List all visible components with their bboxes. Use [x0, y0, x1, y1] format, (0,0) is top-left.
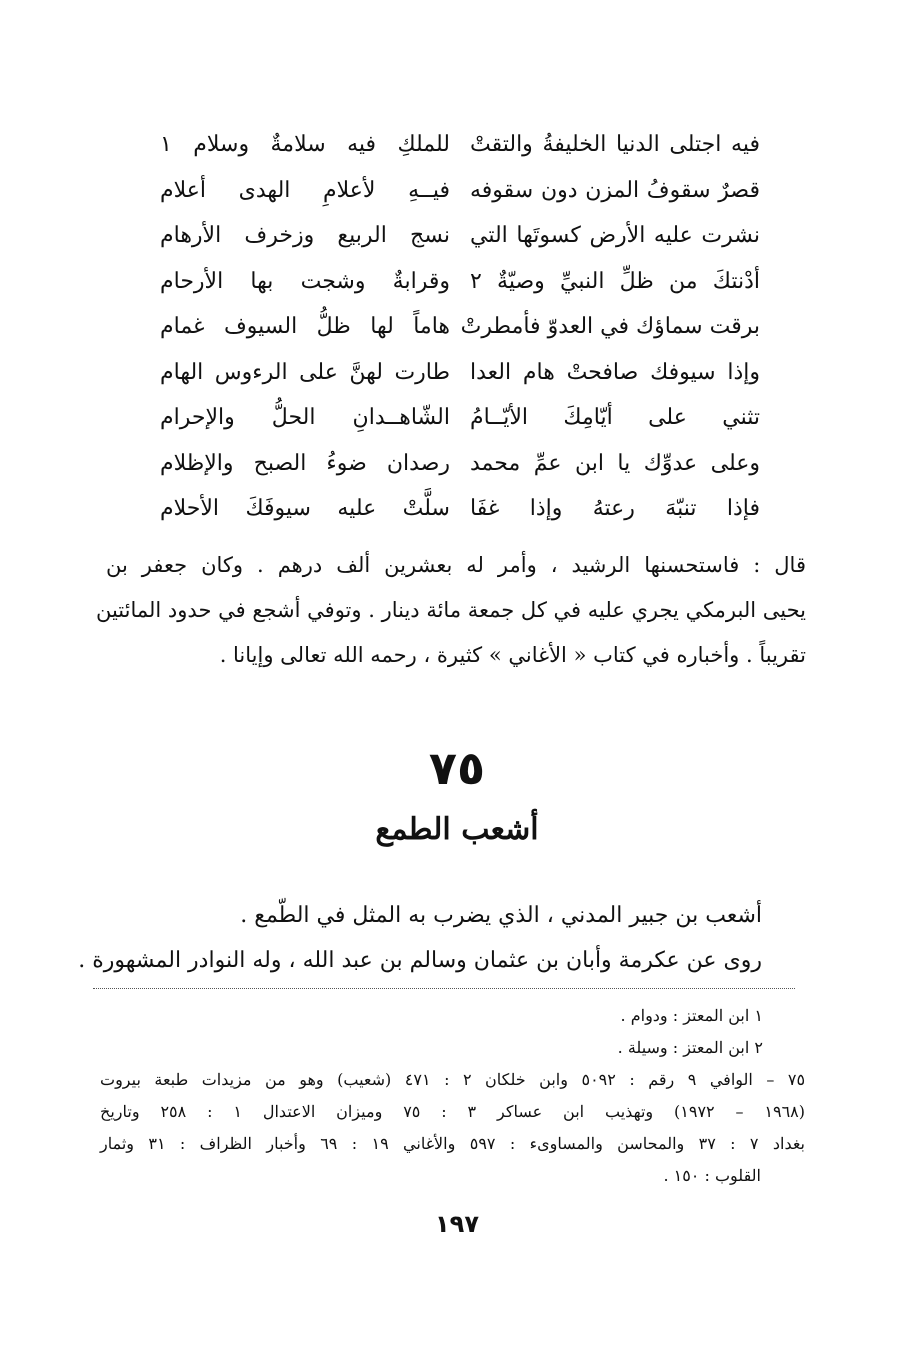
verse-2 [160, 172, 760, 218]
first-hemistich: تثني على أيّامِكَ الأيّــامُ [470, 405, 760, 430]
footnote-divider [93, 988, 795, 989]
second-hemistich: نسج الربيع وزخرف الأرهام [160, 223, 450, 248]
prose-line: قال : فاستحسنها الرشيد ، وأمر له بعشرين ألف درهم . وكان جعفر بن [106, 553, 806, 577]
second-hemistich: سلَّتْ عليه سيوفَكَ الأحلام [160, 496, 450, 521]
second-hemistich: طارت لهنَّ على الرءوس الهام [160, 359, 450, 385]
verse-9 [160, 490, 760, 536]
second-hemistich: فيــهِ لأعلامِ الهدى أعلام [160, 177, 450, 203]
first-hemistich: فإذا تنبّهَ رعتهُ وإذا غفَا [470, 496, 760, 521]
prose-line: يحيى البرمكي يجري عليه في كل جمعة مائة دينار . وتوفي أشجع في حدود المائتين [95, 598, 806, 622]
source-note-line: (١٩٦٨ – ١٩٧٢) وتهذيب ابن عساكر ٣ : ٧٥ وميزان الاعتدال ١ : ٢٥٨ وتاريخ [100, 1102, 806, 1121]
source-note-line: القلوب : ١٥٠ . [663, 1166, 761, 1185]
second-hemistich: للملكِ فيه سلامةٌ وسلام ١ [160, 132, 450, 157]
first-hemistich: وعلى عدوِّك يا ابن عمِّ محمد [470, 450, 760, 476]
second-hemistich: الشّاهــدانِ الحلُّ والإحرام [160, 405, 450, 430]
verse-4 [160, 263, 760, 309]
first-hemistich: برقت سماؤك في العدوّ فأمطرتْ [460, 314, 760, 339]
source-note-line: بغداد ٧ : ٣٧ والمحاسن والمساوىء : ٥٩٧ والأغاني ١٩ : ٦٩ وأخبار الظراف : ٣١ وثمار [100, 1134, 806, 1153]
prose-line: تقريباً . وأخباره في كتاب « الأغاني » كثيرة ، رحمه الله تعالى وإيانا . [219, 643, 806, 667]
first-hemistich: نشرت عليه الأرض كسوتَها التي [470, 223, 760, 248]
entry-title: أشعب الطمع [375, 812, 539, 847]
body-line: أشعب بن جبير المدني ، الذي يضرب به المثل في الطّمع . [240, 903, 762, 928]
prose-paragraph [95, 543, 806, 678]
body-line: روى عن عكرمة وأبان بن عثمان وسالم بن عبد الله ، وله النوادر المشهورة . [78, 948, 762, 973]
verse-3 [160, 217, 760, 263]
entry-number: ٧٥ [428, 741, 486, 795]
second-hemistich: رصدان ضوءُ الصبح والإظلام [160, 450, 450, 476]
poem [160, 126, 760, 536]
source-note-line: ٧٥ – الوافي ٩ رقم : ٥٠٩٢ وابن خلكان ٢ : ٤٧١ (شعيب) وهو من مزيدات طبعة بيروت [100, 1070, 806, 1089]
first-hemistich: قصرٌ سقوفُ المزن دون سقوفه [470, 177, 760, 203]
verse-5 [160, 308, 760, 354]
first-hemistich: فيه اجتلى الدنيا الخليفةُ والتقتْ [470, 132, 760, 157]
verse-1 [160, 126, 760, 172]
page-number: ١٩٧ [435, 1210, 479, 1238]
footnotes [100, 1000, 805, 1192]
second-hemistich: هاماً لها ظلُّ السيوف غمام [160, 314, 450, 339]
verse-6 [160, 354, 760, 400]
verse-8 [160, 445, 760, 491]
footnote: ١ ابن المعتز : ودوام . [620, 1006, 763, 1025]
first-hemistich: وإذا سيوفك صافحتْ هام العدا [470, 359, 760, 385]
entry-body [78, 893, 762, 983]
footnote: ٢ ابن المعتز : وسيلة . [617, 1038, 763, 1057]
first-hemistich: أدْنتكَ من ظلِّ النبيِّ وصيّةٌ ٢ [470, 268, 760, 294]
second-hemistich: وقرابةٌ وشجت بها الأرحام [160, 268, 450, 294]
verse-7 [160, 399, 760, 445]
